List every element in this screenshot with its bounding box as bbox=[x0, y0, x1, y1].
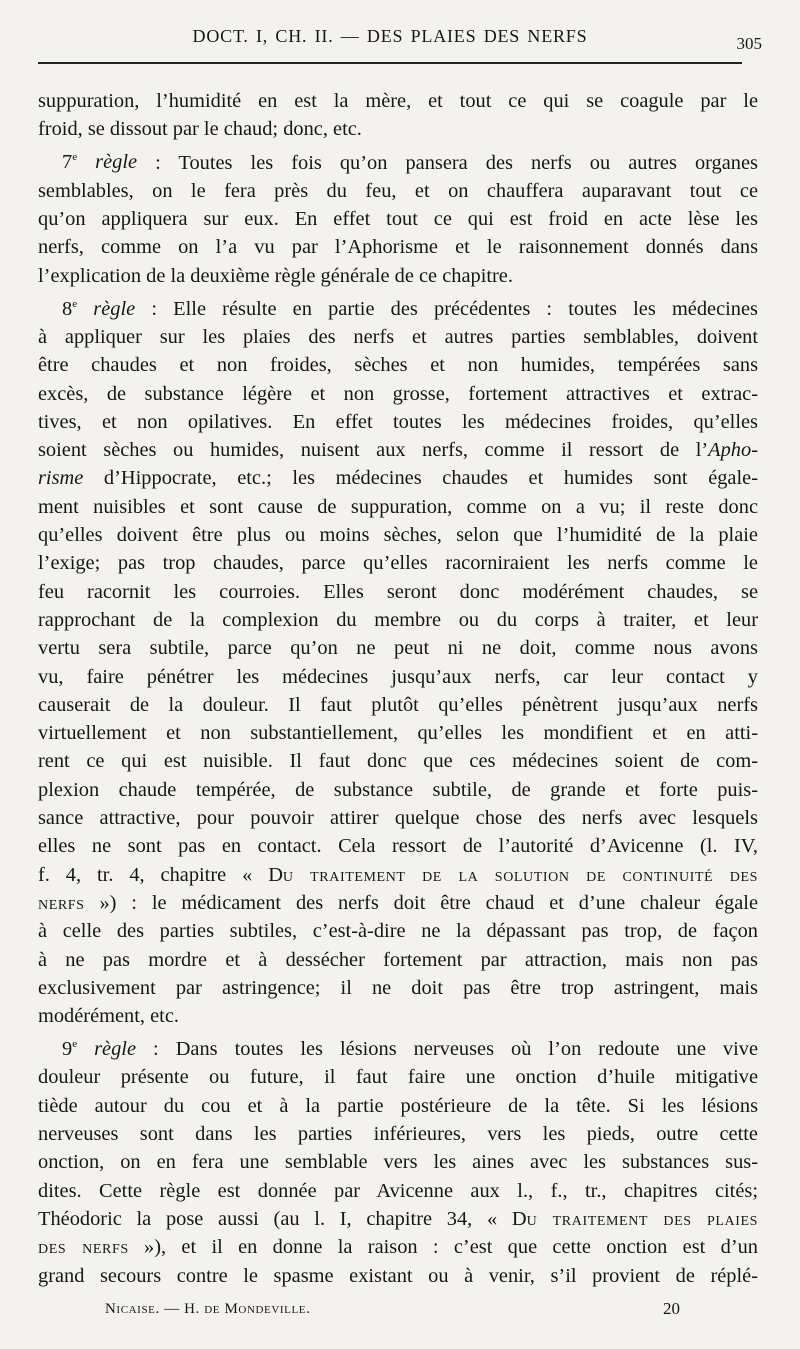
text-line: nerfs, comme on l’a vu par l’Aphorisme et le raisonnement donnés dans bbox=[38, 236, 758, 259]
text-line: l’exige; pas trop chaudes, parce qu’elles racorniraient les nerfs comme le bbox=[38, 552, 758, 575]
text-line: des nerfs »), et il en donne la raison : c’est que cette onction est d’un bbox=[38, 1236, 758, 1259]
text-line: feu racornit les courroies. Elles seront donc modérément chaudes, se bbox=[38, 580, 758, 603]
rule-7-rest: : Toutes les fois qu’on pansera des nerfs ou autres organes bbox=[137, 151, 758, 174]
text-line: froid, se dissout par le chaud; donc, etc. bbox=[38, 118, 362, 141]
footer-signature: Nicaise. — H. de Mondeville. bbox=[105, 1301, 311, 1317]
text-line: semblables, on le fera près du feu, et on chauffera auparavant tout ce bbox=[38, 179, 758, 202]
text-line: nerfs ») : le médicament des nerfs doit être chaud et d’une chaleur égale bbox=[38, 891, 758, 914]
body-text bbox=[38, 87, 758, 1290]
text-line: Théodoric la pose aussi (au l. I, chapitre 34, « Du traitement des plaies bbox=[38, 1207, 758, 1230]
text-line: onction, on en fera une semblable vers les aines avec les substances sus- bbox=[38, 1151, 758, 1174]
text-line: tives, et non opilatives. En effet toutes les médecines froides, qu’elles bbox=[38, 410, 758, 433]
rule-9-rest: : Dans toutes les lésions nerveuses où l’on redoute une vive bbox=[136, 1038, 758, 1061]
text-line: ment nuisibles et sont cause de suppuration, comme on a vu; il reste donc bbox=[38, 495, 758, 518]
text-line: virtuellement et non substantiellement, qu’elles les mondifient et en atti- bbox=[38, 722, 758, 745]
text-line: douleur présente ou future, il faut faire une onction d’huile mitigative bbox=[38, 1066, 758, 1089]
text-line bbox=[38, 144, 758, 177]
text-line: à ne pas mordre et à dessécher fortement par attraction, mais non pas bbox=[38, 948, 758, 971]
text-line: dites. Cette règle est donnée par Avicenne aux l., f., tr., chapitres cités; bbox=[38, 1179, 758, 1202]
text-line: soient sèches ou humides, nuisent aux nerfs, comme il ressort de l’Apho- bbox=[38, 439, 758, 462]
running-head bbox=[38, 26, 762, 58]
text-line: à appliquer sur les plaies des nerfs et autres parties semblables, doivent bbox=[38, 325, 758, 348]
rule-8-rest: : Elle résulte en partie des précédentes : toutes les médecines bbox=[135, 297, 758, 320]
text-line: modérément, etc. bbox=[38, 1005, 179, 1028]
text-line: nerveuses sont dans les parties inférieures, vers les pieds, outre cette bbox=[38, 1123, 758, 1146]
text-line: l’explication de la deuxième règle générale de ce chapitre. bbox=[38, 264, 513, 287]
text-line: tiède autour du cou et à la partie postérieure de la tête. Si les lésions bbox=[38, 1094, 758, 1117]
text-line: qu’on appliquera sur eux. En effet tout ce qui est froid en acte lèse les bbox=[38, 207, 758, 230]
text-line bbox=[38, 1030, 758, 1063]
rule-8-lead: 8e règle bbox=[62, 297, 136, 320]
rule-7-lead: 7e règle bbox=[62, 151, 138, 174]
page-number: 305 bbox=[736, 34, 762, 53]
text-line: plexion chaude tempérée, de substance subtile, de grande et forte puis- bbox=[38, 778, 758, 801]
running-title: DOCT. I, CH. II. — DES PLAIES DES NERFS bbox=[192, 26, 588, 46]
text-line bbox=[38, 290, 758, 323]
text-line: qu’elles doivent être plus ou moins sèches, selon que l’humidité de la plaie bbox=[38, 524, 758, 547]
text-line: suppuration, l’humidité en est la mère, et tout ce qui se coagule par le bbox=[38, 90, 758, 112]
header-rule bbox=[38, 62, 742, 64]
text-line: à celle des parties subtiles, c’est-à-dire ne la dépassant pas trop, de façon bbox=[38, 920, 758, 943]
text-line: vu, faire pénétrer les médecines jusqu’aux nerfs, car leur contact y bbox=[38, 665, 758, 688]
text-line: f. 4, tr. 4, chapitre « Du traitement de la solution de continuité des bbox=[38, 863, 758, 886]
text-line: exclusivement par astringence; il ne doit pas être trop astringent, mais bbox=[38, 976, 758, 999]
text-line: excès, de substance légère et non grosse, fortement attractives et extrac- bbox=[38, 382, 758, 405]
rule-9-lead: 9e règle bbox=[62, 1038, 137, 1061]
signature-number: 20 bbox=[663, 1299, 680, 1318]
text-line: sance attractive, pour pouvoir attirer quelque chose des nerfs avec lesquels bbox=[38, 807, 758, 830]
text-line: risme d’Hippocrate, etc.; les médecines chaudes et humides sont égale- bbox=[38, 467, 758, 490]
text-line: rent ce qui est nuisible. Il faut donc que ces médecines soient de com- bbox=[38, 750, 758, 773]
text-line: être chaudes et non froides, sèches et non humides, tempérées sans bbox=[38, 354, 758, 377]
text-line: causerait de la douleur. Il faut plutôt qu’elles pénètrent jusqu’aux nerfs bbox=[38, 693, 758, 716]
text-line: elles ne sont pas en contact. Cela ressort de l’autorité d’Avicenne (l. IV, bbox=[38, 835, 758, 858]
text-line: rapprochant de la complexion du membre ou du corps à traiter, et leur bbox=[38, 608, 758, 631]
text-line: grand secours contre le spasme existant ou à venir, s’il provient de réplé- bbox=[38, 1264, 758, 1287]
text-line: vertu sera subtile, parce qu’on ne peut ni ne doit, comme nous avons bbox=[38, 637, 758, 660]
